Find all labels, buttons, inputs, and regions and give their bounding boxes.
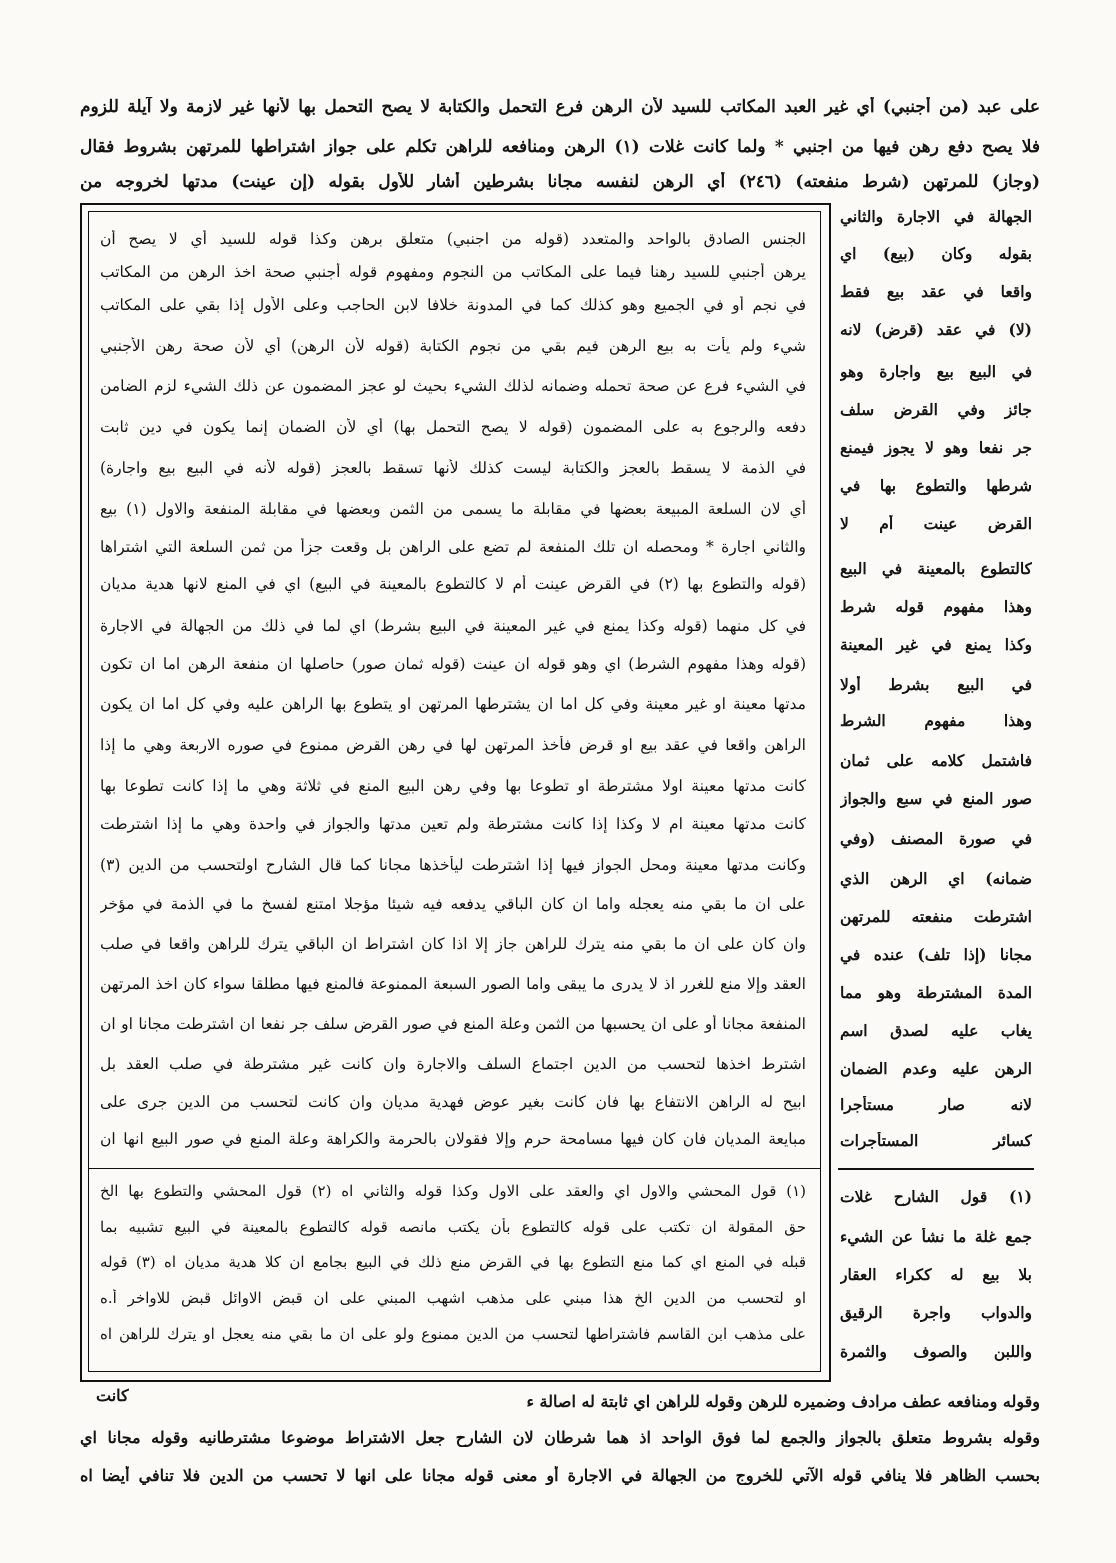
side-text-line: اشترطت منفعته للمرتهن — [840, 908, 1032, 926]
side-text-line: واقعا في عقد بيع فقط — [840, 283, 1032, 301]
side-text-line: الرهن عليه وعدم الضمان — [840, 1060, 1032, 1078]
header-line: (وجاز) للمرتهن (شرط منفعته) (٢٤٦) أي الرهن لنفسه مجانا بشرطين أشار للأول بقوله (إن عينت) مدتها لخروجه من — [80, 172, 1040, 192]
main-text-line: على ان ما بقي منه يعجله واما ان كان الباقي يدفعه فيه شيئا مؤجلا امتنع لفسخ ما في الذمة في مؤخر — [100, 895, 806, 913]
side-footnote-line: والدواب واجرة الرقيق — [840, 1304, 1032, 1322]
side-footnote-line: بلا بيع له ككراء العقار — [840, 1266, 1032, 1284]
side-text-line: فاشتمل كلامه على ثمان — [840, 752, 1032, 770]
side-text-line: القرض عينت أم لا — [840, 515, 1032, 533]
main-text-line: اشترط اخذها لتحسب من الدين اجتماع السلف والاجارة وان كانت غير مشترطة في صلب العقد بل — [100, 1055, 806, 1073]
footnote-line: (١) قول المحشي والاول اي والعقد على الاول وكذا قوله والثاني اه (٢) قول المحشي والتطوع بها الخ — [100, 1182, 806, 1200]
side-text-line: بقوله وكان (بيع) اي — [840, 245, 1032, 263]
footnote-divider — [88, 1168, 821, 1169]
side-text-line: جر نفعا وهو لا يجوز فيمنع — [840, 439, 1032, 457]
main-text-line: (قوله وهذا مفهوم الشرط) اي وهو قوله ان عينت (قوله ثمان صور) حاصلها ان منفعة الرهن اما ان تكون — [100, 655, 806, 673]
main-text-line: وان كان على ان ما بقي منه يترك للراهن جاز إلا اذا كان اشتراط ان الباقي يترك للراهن واقعا في صلب — [100, 935, 806, 953]
footnote-line: او لتحسب من الدين الخ هذا مبني على مذهب اشهب المبني على ان قبض الاوائل قبض للاواخر أ.ه — [100, 1289, 806, 1307]
main-text-line: في كل منهما (قوله وكذا يمنع في غير المعينة في البيع بشرط) اي لما في ذلك من الجهالة في الاجارة — [100, 617, 806, 635]
side-text-line: الجهالة في الاجارة والثاني — [840, 208, 1032, 226]
main-text-line: الراهن واقعا في عقد بيع او قرض فأخذ المرتهن لها في رهن القرض ممنوع في صوره الاربعة وهي ما إذا — [100, 736, 806, 754]
side-text-line: وهذا مفهوم قوله شرط — [840, 598, 1032, 616]
footnote-line: على مذهب ابن القاسم فاشتراطها لتحسب من الدين ممنوع ولو على ان ما بقي منه يعجل او يترك للراهن اه — [100, 1325, 806, 1343]
side-text-line: في البيع بشرط أولا — [840, 676, 1032, 694]
main-text-line: في الذمة لا يسقط بالعجز والكتابة ليست كذلك لأنها تسقط بالعجز (قوله لأنه في البيع بيع واجارة) — [100, 459, 806, 477]
main-text-line: ابيح له الراهن الانتفاع بها فان كانت بغير عوض فهدية مديان وان كانت لتحسب من الدين جرى على — [100, 1093, 806, 1111]
side-text-line: وهذا مفهوم الشرط — [840, 712, 1032, 730]
main-text-line: في الشيء فرع عن صحة تحمله وضمانه لذلك الشيء بحيث لو عجز المضمون عن ذلك الشيء لزم الضامن — [100, 377, 806, 395]
side-text-line: وكذا يمنع في غير المعينة — [840, 636, 1032, 654]
side-text-line: يغاب عليه لصدق اسم — [840, 1022, 1032, 1040]
footnote-line: قبله في المنع اي كما منع التطوع بها في القرض منع ذلك في البيع بجامع ان كلا هدية مديان اه (٣) قوله — [100, 1253, 806, 1271]
side-text-line: شرطها والتطوع بها في — [840, 477, 1032, 495]
main-text-line: دفعه والرجوع به على المضمون (قوله لا يصح التحمل بها) أي لأن الضمان إنما يكون في دين ثابت — [100, 418, 806, 436]
side-text-line: المدة المشترطة وهو مما — [840, 984, 1032, 1002]
main-text-line: الجنس الصادق بالواحد والمتعدد (قوله من اجنبي) متعلق برهن وكذا قوله للسيد أي لا يصح أن — [100, 230, 806, 248]
bottom-line: وقوله بشروط متعلق بالجواز والجمع لما فوق الواحد اذ هما شرطان لان الشارح جعل الاشتراط موضوعا مشترطانيه وقوله مجانا اي — [80, 1428, 1040, 1447]
main-text-line: يرهن أجنبي للسيد رهنا فيما على المكاتب من النجوم ومفهوم قوله أجنبي صحة اخذ الرهن من المكاتب — [100, 263, 806, 281]
side-text-line: مجانا (إذا تلف) عنده في — [840, 946, 1032, 964]
main-text-line: العقد وإلا منع للغرر اذ لا يدرى ما يبقى واما الصور السبعة الممنوعة فالمنع فيها مطلقا سواء كان اخذ المرتهن — [100, 975, 806, 993]
header-line: فلا يصح دفع رهن فيها من اجنبي * ولما كانت غلات (١) الرهن ومنافعه للراهن تكلم على جواز اشتراطها للمرتهن بشروط فقال — [80, 137, 1040, 157]
main-text-line: والثاني اجارة * ومحصله ان تلك المنفعة لم تضع على الراهن بل وقعت جزأ من ثمن السلعة التي اشتراها — [100, 538, 806, 556]
main-text-line: مبايعة المديان فان كان فيها مسامحة حرم وإلا فقولان بالحرمة والكراهة وعلة المنع في صور البيع انها ان — [100, 1130, 806, 1148]
main-text-line: المنفعة مجانا أو على ان يحسبها من الثمن وعلة المنع في صور القرض سلف جر نفعا ان اشترطت مجانا او ان — [100, 1015, 806, 1033]
side-footnote-line: (١) قول الشارح غلات — [840, 1188, 1032, 1206]
bottom-line: بحسب الظاهر فلا ينافي قوله الآتي للخروج من الجهالة في الاجارة أو معنى قوله مجانا على انها لا تحسب من الدين فلا تنافي أيضا اه — [80, 1466, 1040, 1485]
side-text-line: صور المنع في سبع والجواز — [840, 790, 1032, 808]
header-line: على عبد (من أجنبي) أي غير العبد المكاتب للسيد لأن الرهن فرع التحمل والكتابة لا يصح التحمل بها لأنها غير لازمة ولا آيلة للزوم — [80, 97, 1040, 117]
main-text-line: (قوله والتطوع بها (٢) في القرض عينت أم لا كالتطوع بالمعينة في البيع) اي في المنع لانها هدية مديان — [100, 575, 806, 593]
main-text-line: شيء ولم يأت به بيع الرهن فيم بقي من نجوم الكتابة (قوله لأن الرهن) أي لأن صحة رهن الأجنبي — [100, 337, 806, 355]
side-text-line: كالتطوع بالمعينة في البيع — [840, 560, 1032, 578]
side-text-line: لانه صار مستأجرا — [840, 1096, 1032, 1114]
main-text-line: أي لان السلعة المبيعة بعضها في مقابلة ما يسمى من الثمن وبعضها في مقابلة المنفعة والاول (١) بيع — [100, 500, 806, 518]
main-text-line: في نجم أو في الجميع وهو كذلك كما في المدونة خلافا لابن الحاجب وعلى الأول إذا بقي على المكاتب — [100, 296, 806, 314]
main-text-line: وكانت مدتها معينة ومحل الجواز فيها إذا اشترطت ليأخذها مجانا كما قال الشارح اولتحسب من الدين (٣) — [100, 856, 806, 874]
side-footnote-divider — [838, 1168, 1034, 1170]
side-footnote-line: واللبن والصوف والثمرة — [840, 1343, 1032, 1361]
side-text-line: في صورة المصنف (وفي — [840, 830, 1032, 848]
side-footnote-line: جمع غلة ما نشأ عن الشيء — [840, 1228, 1032, 1246]
main-text-line: كانت مدتها معينة اولا مشترطة او تطوعا بها وفي رهن البيع المنع في ثلاثة وهي ما إذا كانت تطوعا بها — [100, 777, 806, 795]
side-text-line: كسائر المستأجرات — [840, 1132, 1032, 1150]
footnote-line: حق المقولة ان تكتب على قوله كالتطوع بأن يكتب مانصه قوله كالتطوع بالمعينة في البيع تشبيه بما — [100, 1218, 806, 1236]
side-text-line: ضمانه) اي الرهن الذي — [840, 870, 1032, 888]
side-text-line: في البيع بيع واجارة وهو — [840, 363, 1032, 381]
side-text-line: جائز وفي القرض سلف — [840, 401, 1032, 419]
side-text-line: (لا) في عقد (قرض) لانه — [840, 321, 1032, 339]
main-text-line: مدتها معينة او غير معينة وفي كل اما ان يشترطها المرتهن او يتطوع بها الراهن عليه وفي كل اما ان يكون — [100, 695, 806, 713]
catchword: كانت — [96, 1386, 129, 1405]
bottom-line: وقوله ومنافعه عطف مرادف وضميره للرهن وقوله للراهن اي ثابتة له اصالة ء — [526, 1392, 1040, 1411]
main-text-line: كانت مدتها معينة ام لا وكذا إذا كانت مشترطة ولم تعين مدتها والجواز في واحدة وهي ما إذا اشترطت — [100, 815, 806, 833]
